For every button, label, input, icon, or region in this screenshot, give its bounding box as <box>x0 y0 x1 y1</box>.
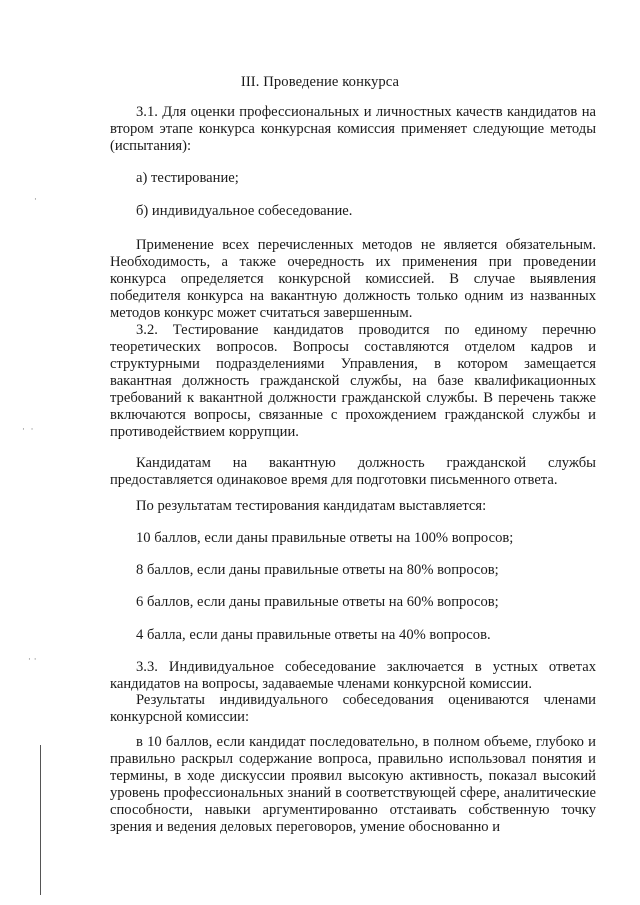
list-item-interview: б) индивидуальное собеседование. <box>136 203 353 219</box>
scan-mark: · <box>34 195 37 205</box>
score-6: 6 баллов, если даны правильные ответы на 60% вопросов; <box>136 594 499 610</box>
scan-mark: · · <box>22 425 34 435</box>
score-4: 4 балла, если даны правильные ответы на 40% вопросов. <box>136 627 491 643</box>
paragraph-methods-application: Применение всех перечисленных методов не является обязательным. Необходимость, а также очередность их применения при проведении конкурса определяется конкурсной комиссией. В случае выявления победителя конкурса на вакантную должность только одним из названных методов конкурс может считаться завершенным. <box>110 237 596 321</box>
paragraph-interview-results: Результаты индивидуального собеседования оцениваются членами конкурсной комиссии: <box>110 692 596 725</box>
scan-mark: · · <box>28 655 37 665</box>
paragraph-3-1: 3.1. Для оценки профессиональных и личностных качеств кандидатов на втором этапе конкурса конкурсная комиссия применяет следующие методы (испытания): <box>110 104 596 154</box>
list-item-testing: а) тестирование; <box>136 170 239 186</box>
binding-edge-line <box>40 745 41 895</box>
section-heading: III. Проведение конкурса <box>240 74 400 90</box>
paragraph-equal-time: Кандидатам на вакантную должность гражданской службы предоставляется одинаковое время для подготовки письменного ответа. <box>110 455 596 488</box>
paragraph-3-3: 3.3. Индивидуальное собеседование заключается в устных ответах кандидатов на вопросы, задаваемые членами конкурсной комиссии. <box>110 659 596 692</box>
paragraph-test-results: По результатам тестирования кандидатам выставляется: <box>136 498 487 514</box>
score-8: 8 баллов, если даны правильные ответы на 80% вопросов; <box>136 562 499 578</box>
paragraph-10-points-interview: в 10 баллов, если кандидат последовательно, в полном объеме, глубоко и правильно раскрыл содержание вопроса, правильно использовал понятия и термины, в ходе дискуссии проявил высокую активность, показал высокий уровень профессиональных знаний в соответствующей сфере, аналитические способности, навыки аргументированно отстаивать собственную точку зрения и ведения деловых переговоров, умение обоснованно и <box>110 734 596 835</box>
paragraph-3-2: 3.2. Тестирование кандидатов проводится по единому перечню теоретических вопросов. Вопросы составляются отделом кадров и структурными подразделениями Управления, в котором замещается вакантная должность гражданской службы, на базе квалификационных требований к вакантной должности гражданской службы. В перечень также включаются вопросы, связанные с прохождением гражданской службы и противодействием коррупции. <box>110 322 596 440</box>
score-10: 10 баллов, если даны правильные ответы на 100% вопросов; <box>136 530 514 546</box>
